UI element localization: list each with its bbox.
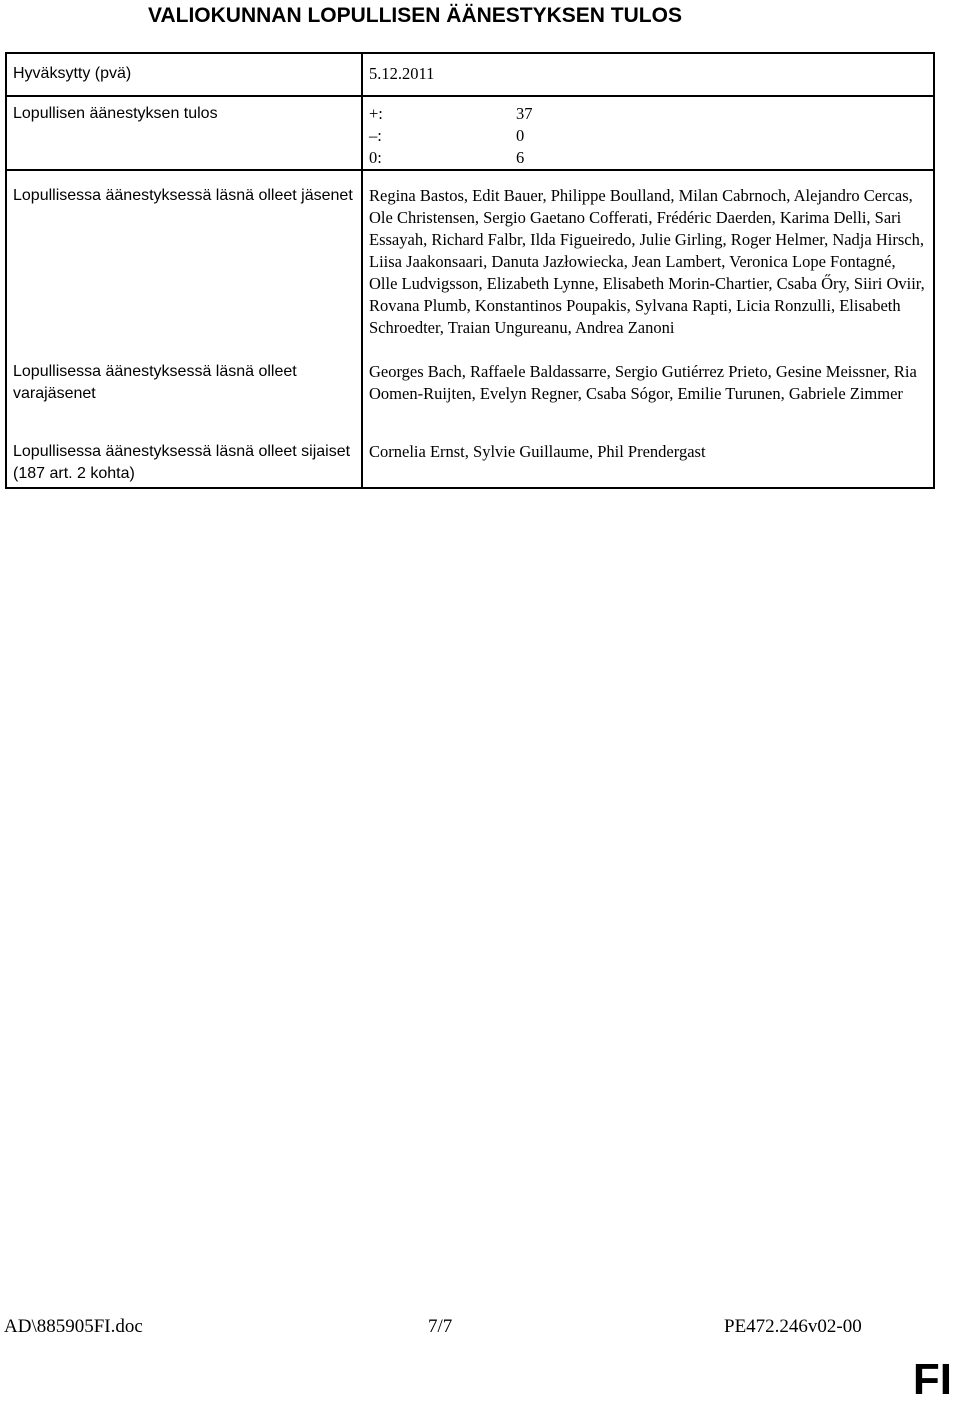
members-value-cell bbox=[362, 170, 934, 357]
members-label: Lopullisessa äänestyksessä läsnä olleet jäsenet bbox=[13, 187, 353, 204]
footer-file-name: AD\885905FI.doc bbox=[4, 1316, 143, 1337]
footer-page-number: 7/7 bbox=[428, 1316, 453, 1337]
result-line-abstain bbox=[369, 147, 927, 169]
result-row bbox=[6, 96, 934, 170]
replacements-value-cell bbox=[362, 437, 934, 488]
vote-result-table bbox=[5, 52, 935, 489]
result-label: Lopullisen äänestyksen tulos bbox=[13, 105, 218, 122]
result-count: 0 bbox=[516, 126, 525, 145]
result-count: 6 bbox=[516, 148, 525, 167]
result-sign: 0: bbox=[369, 148, 382, 167]
approved-label: Hyväksytty (pvä) bbox=[13, 65, 132, 82]
result-values bbox=[369, 97, 927, 169]
replacements-row bbox=[6, 437, 934, 488]
approved-row bbox=[6, 53, 934, 96]
members-names: Regina Bastos, Edit Bauer, Philippe Boulland, Milan Cabrnoch, Alejandro Cercas, Ole Christensen, Sergio Gaetano Cofferati, Frédéric Daerden, Karima Delli, Sari Essayah, Richard Falbr, Ilda Figueiredo, Julie Girling, Roger Helmer, Nadja Hirsch, Liisa Jaakonsaari, Danuta Jazłowiecka, Jean Lambert, Veronica Lope Fontagné, Olle Ludvigsson, Elizabeth Lynne, Elisabeth Morin-Chartier, Csaba Őry, Siiri Oviir, Rovana Plumb, Konstantinos Poupakis, Sylvana Rapti, Licia Ronzulli, Elisabeth Schroedter, Traian Ungureanu, Andrea Zanoni bbox=[369, 186, 925, 337]
result-sign: –: bbox=[369, 126, 382, 145]
replacements-label: Lopullisessa äänestyksessä läsnä olleet sijaiset (187 art. 2 kohta) bbox=[13, 443, 351, 482]
substitutes-names: Georges Bach, Raffaele Baldassarre, Sergio Gutiérrez Prieto, Gesine Meissner, Ria Oomen-Ruijten, Evelyn Regner, Csaba Sógor, Emilie Turunen, Gabriele Zimmer bbox=[369, 362, 917, 403]
result-sign: +: bbox=[369, 104, 383, 123]
replacements-label-cell bbox=[6, 437, 362, 488]
result-count: 37 bbox=[516, 104, 533, 123]
result-line-against bbox=[369, 125, 927, 147]
approved-date: 5.12.2011 bbox=[369, 64, 435, 83]
result-value-cell bbox=[362, 96, 934, 170]
language-mark: FI bbox=[912, 1355, 952, 1404]
result-label-cell bbox=[6, 96, 362, 170]
members-row bbox=[6, 170, 934, 357]
footer-document-reference: PE472.246v02-00 bbox=[724, 1316, 862, 1337]
result-line-for bbox=[369, 103, 927, 125]
approved-value-cell bbox=[362, 53, 934, 96]
page-footer bbox=[4, 1314, 884, 1340]
members-label-cell bbox=[6, 170, 362, 357]
substitutes-label-cell bbox=[6, 357, 362, 437]
substitutes-value-cell bbox=[362, 357, 934, 437]
substitutes-label: Lopullisessa äänestyksessä läsnä olleet varajäsenet bbox=[13, 363, 297, 402]
approved-label-cell bbox=[6, 53, 362, 96]
substitutes-row bbox=[6, 357, 934, 437]
replacements-names: Cornelia Ernst, Sylvie Guillaume, Phil Prendergast bbox=[369, 442, 706, 461]
page-title: VALIOKUNNAN LOPULLISEN ÄÄNESTYKSEN TULOS bbox=[148, 4, 682, 27]
